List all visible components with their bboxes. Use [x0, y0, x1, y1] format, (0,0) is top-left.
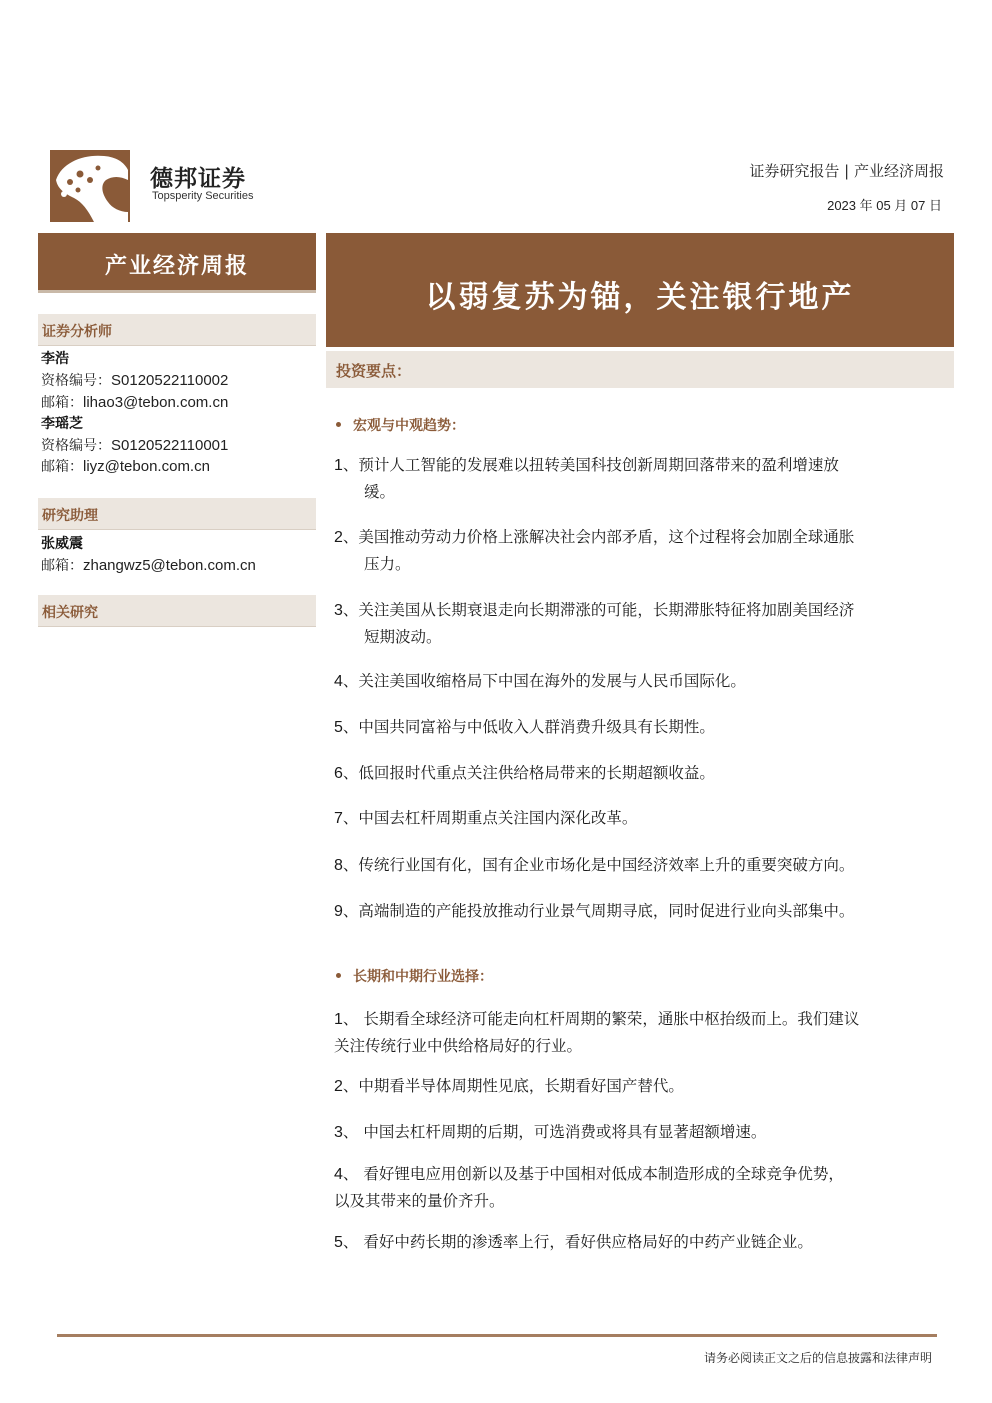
- list-item: [334, 1006, 948, 1060]
- analyst-cert: [41, 435, 228, 455]
- list-item-separator: 、: [342, 856, 359, 874]
- list-item-separator: 、: [342, 1010, 364, 1028]
- list-item-text-continued: 以及其带来的量价齐升。: [334, 1192, 505, 1210]
- list-item-separator: 、: [342, 718, 359, 736]
- list-item-text: 预计人工智能的发展难以扭转美国科技创新周期回落带来的盈利增速放: [358, 456, 839, 474]
- list-item: [334, 1161, 948, 1215]
- list-item: [334, 852, 948, 879]
- list-item: [334, 597, 948, 651]
- list-item-text: 中期看半导体周期性见底，长期看好国产替代。: [358, 1077, 684, 1095]
- list-item-text-continued: 压力。: [364, 555, 411, 573]
- brand-name-en: Topsperity Securities: [152, 190, 254, 202]
- section-heading-macro: [336, 415, 465, 435]
- list-item-text: 美国推动劳动力价格上涨解决社会内部矛盾，这个过程将会加剧全球通胀: [358, 528, 855, 546]
- section-heading-text: 宏观与中观趋势：: [353, 418, 465, 434]
- list-item-text: 关注美国从长期衰退走向长期滞涨的可能，长期滞胀特征将加剧美国经济: [358, 601, 855, 619]
- section-heading-industry: [336, 966, 493, 986]
- cert-label: 资格编号：: [41, 373, 111, 389]
- list-item: [334, 898, 948, 925]
- list-item-separator: 、: [342, 528, 359, 546]
- left-title: 产业经济周报: [104, 253, 249, 279]
- list-item-number: 5: [334, 1234, 343, 1251]
- list-item-number: 8: [334, 857, 343, 874]
- related-section-label: 相关研究: [42, 605, 98, 621]
- list-item-text: 传统行业国有化，国有企业市场化是中国经济效率上升的重要突破方向。: [358, 856, 855, 874]
- email-label: 邮箱：: [41, 395, 83, 411]
- list-item-text: 中国去杠杆周期重点关注国内深化改革。: [358, 809, 638, 827]
- list-item-text-continued: 关注传统行业中供给格局好的行业。: [334, 1037, 583, 1055]
- list-item: [334, 1229, 948, 1256]
- topsperity-logo-icon: [50, 150, 130, 222]
- analyst-name: 李瑶芝: [41, 416, 83, 432]
- list-item-number: 2: [334, 529, 343, 546]
- list-item-number: 9: [334, 903, 343, 920]
- list-item: [334, 524, 948, 578]
- list-item-number: 2: [334, 1078, 343, 1095]
- list-item-number: 6: [334, 765, 343, 782]
- list-item-text: 长期看全球经济可能走向杠杆周期的繁荣，通胀中枢抬级而上。我们建议: [363, 1010, 860, 1028]
- email-value[interactable]: zhangwz5@tebon.com.cn: [83, 557, 256, 574]
- list-item-text-continued: 缓。: [364, 483, 396, 501]
- assistant-email: [41, 555, 256, 575]
- list-item-text: 低回报时代重点关注供给格局带来的长期超额收益。: [358, 764, 715, 782]
- list-item-number: 1: [334, 1011, 343, 1028]
- analyst-name: 李浩: [41, 351, 69, 367]
- list-item: [334, 760, 948, 787]
- bullet-dot-icon: [336, 422, 341, 427]
- list-item: [334, 1073, 948, 1100]
- cert-value: S0120522110001: [111, 437, 229, 454]
- list-item: [334, 714, 948, 741]
- list-item-number: 4: [334, 673, 343, 690]
- key-points-label: 投资要点：: [336, 362, 412, 380]
- list-item-text: 中国去杠杆周期的后期，可选消费或将具有显著超额增速。: [363, 1123, 767, 1141]
- list-item-number: 1: [334, 457, 343, 474]
- report-date: 2023 年 05 月 07 日: [827, 198, 942, 213]
- list-item: [334, 452, 948, 506]
- email-value[interactable]: liyz@tebon.com.cn: [83, 458, 210, 475]
- assistant-name: 张威震: [41, 536, 83, 552]
- assistant-section-label: 研究助理: [42, 508, 98, 524]
- list-item-separator: 、: [342, 764, 359, 782]
- list-item-separator: 、: [342, 1123, 364, 1141]
- email-label: 邮箱：: [41, 459, 83, 475]
- list-item-text: 关注美国收缩格局下中国在海外的发展与人民币国际化。: [358, 672, 746, 690]
- list-item-number: 3: [334, 1124, 343, 1141]
- list-item-number: 3: [334, 602, 343, 619]
- list-item-text: 看好锂电应用创新以及基于中国相对低成本制造形成的全球竞争优势，: [363, 1165, 844, 1183]
- list-item-separator: 、: [342, 601, 359, 619]
- list-item-number: 4: [334, 1166, 343, 1183]
- list-item-separator: 、: [342, 456, 359, 474]
- footer-divider: [57, 1334, 937, 1337]
- analyst-section-label: 证券分析师: [42, 324, 112, 340]
- analyst-email: [41, 456, 210, 476]
- email-value[interactable]: lihao3@tebon.com.cn: [83, 394, 229, 411]
- main-title: 以弱复苏为锚，关注银行地产: [425, 280, 855, 315]
- report-type: 证券研究报告 | 产业经济周报: [749, 162, 944, 180]
- key-points-bar: [326, 351, 954, 388]
- list-item-text: 高端制造的产能投放推动行业景气周期寻底，同时促进行业向头部集中。: [358, 902, 855, 920]
- email-label: 邮箱：: [41, 558, 83, 574]
- cert-value: S0120522110002: [111, 372, 229, 389]
- cert-label: 资格编号：: [41, 438, 111, 454]
- list-item-separator: 、: [342, 1077, 359, 1095]
- list-item-number: 7: [334, 810, 343, 827]
- brand-name-cn: 德邦证券: [150, 166, 246, 192]
- list-item-text: 看好中药长期的渗透率上行，看好供应格局好的中药产业链企业。: [363, 1233, 813, 1251]
- list-item-text-continued: 短期波动。: [364, 628, 442, 646]
- footer-disclaimer: 请务必阅读正文之后的信息披露和法律声明: [703, 1351, 932, 1365]
- section-heading-text: 长期和中期行业选择：: [353, 969, 493, 985]
- list-item-text: 中国共同富裕与中低收入人群消费升级具有长期性。: [358, 718, 715, 736]
- list-item: [334, 668, 948, 695]
- list-item-number: 5: [334, 719, 343, 736]
- list-item-separator: 、: [342, 1233, 364, 1251]
- analyst-email: [41, 392, 228, 412]
- list-item: [334, 1119, 948, 1146]
- analyst-cert: [41, 370, 228, 390]
- list-item-separator: 、: [342, 672, 359, 690]
- list-item-separator: 、: [342, 902, 359, 920]
- list-item: [334, 805, 948, 832]
- list-item-separator: 、: [342, 809, 359, 827]
- bullet-dot-icon: [336, 973, 341, 978]
- list-item-separator: 、: [342, 1165, 364, 1183]
